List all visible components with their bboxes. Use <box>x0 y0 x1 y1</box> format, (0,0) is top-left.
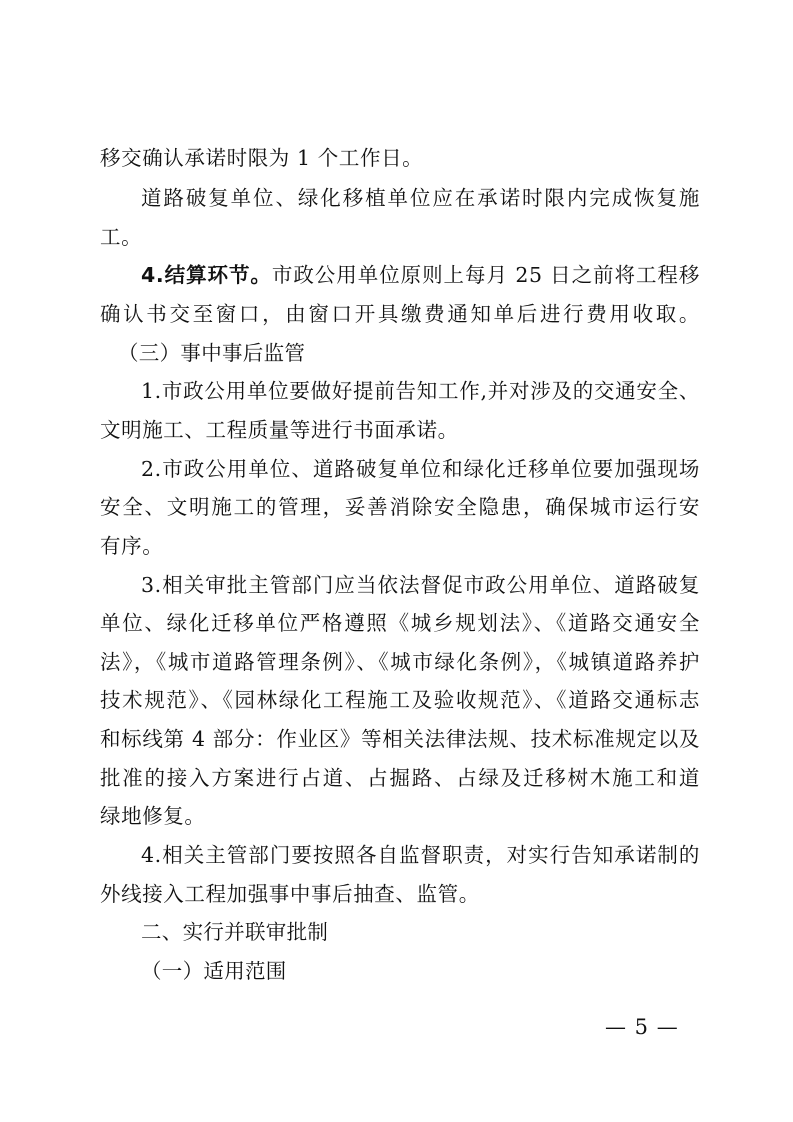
body-line: 道路破复单位、绿化移植单位应在承诺时限内完成恢复施 <box>141 186 700 210</box>
body-line: 文明施工、工程质量等进行书面承诺。 <box>100 418 459 442</box>
page-number: — 5 — <box>605 1015 679 1039</box>
body-line: 绿地修复。 <box>100 804 206 828</box>
body-line: 工。 <box>100 225 143 249</box>
body-line: 外线接入工程加强事中事后抽查、监管。 <box>100 882 480 906</box>
body-line: 1.市政公用单位要做好提前告知工作,并对涉及的交通安全、 <box>141 379 700 403</box>
body-line: 批准的接入方案进行占道、占掘路、占绿及迁移树木施工和道 <box>100 766 700 790</box>
section-heading: （三）事中事后监管 <box>118 341 306 365</box>
body-line: 确认书交至窗口，由窗口开具缴费通知单后进行费用收取。 <box>100 302 700 326</box>
body-line: 单位、绿化迁移单位严格遵照《城乡规划法》、《道路交通安全 <box>100 611 700 635</box>
body-line: 和标线第 4 部分：作业区》等相关法律法规、技术标准规定以及 <box>100 727 700 751</box>
body-line: 技术规范》、《园林绿化工程施工及验收规范》、《道路交通标志 <box>100 688 700 712</box>
body-line: 移交确认承诺时限为 1 个工作日。 <box>100 146 424 170</box>
section-heading-inline: 4.结算环节。 <box>141 263 272 287</box>
body-text: 市政公用单位原则上每月 25 日之前将工程移 <box>271 263 700 287</box>
body-line: 安全、文明施工的管理，妥善消除安全隐患，确保城市运行安 <box>100 495 700 519</box>
section-heading: （一）适用范围 <box>141 959 287 983</box>
body-line: 3.相关审批主管部门应当依法督促市政公用单位、道路破复 <box>141 573 700 597</box>
body-line: 4.相关主管部门要按照各自监督职责，对实行告知承诺制的 <box>141 843 700 867</box>
body-line <box>141 260 700 290</box>
section-heading: 二、实行并联审批制 <box>141 920 329 944</box>
body-line: 法》，《城市道路管理条例》、《城市绿化条例》，《城镇道路养护 <box>100 650 700 674</box>
body-line: 有序。 <box>100 534 164 558</box>
body-line: 2.市政公用单位、道路破复单位和绿化迁移单位要加强现场 <box>141 457 700 481</box>
